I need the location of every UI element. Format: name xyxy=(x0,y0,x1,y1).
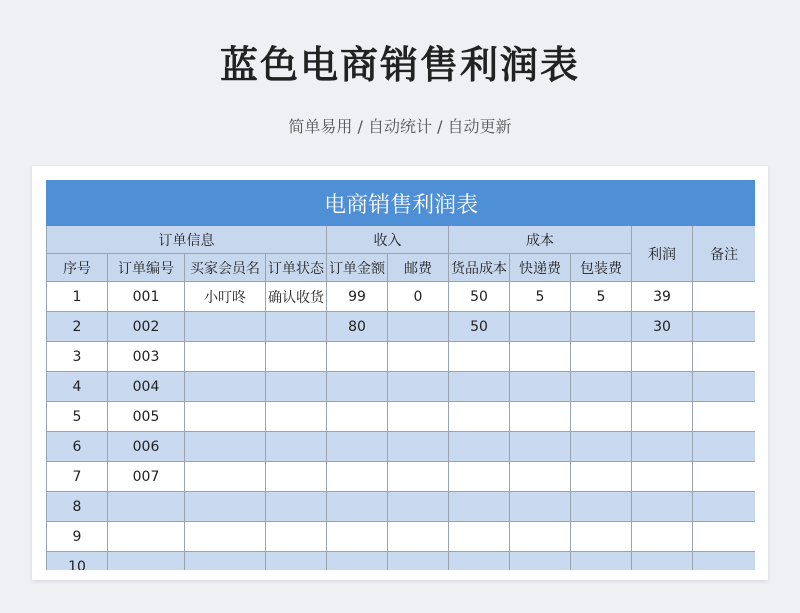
cell-profit[interactable] xyxy=(632,432,693,462)
cell-packing[interactable] xyxy=(571,402,632,432)
cell-amount[interactable] xyxy=(327,552,388,571)
column-header-express: 快递费 xyxy=(510,254,571,282)
column-header-packing: 包装费 xyxy=(571,254,632,282)
column-header-seq: 序号 xyxy=(47,254,108,282)
cell-postage[interactable] xyxy=(388,402,449,432)
cell-goods-cost[interactable] xyxy=(449,462,510,492)
cell-packing[interactable] xyxy=(571,522,632,552)
cell-packing[interactable]: 5 xyxy=(571,282,632,312)
cell-order-no[interactable]: 002 xyxy=(108,312,185,342)
table-row xyxy=(47,492,756,522)
cell-postage[interactable] xyxy=(388,552,449,571)
cell-amount[interactable] xyxy=(327,372,388,402)
table-row xyxy=(47,372,756,402)
cell-buyer[interactable] xyxy=(185,432,266,462)
cell-goods-cost[interactable] xyxy=(449,432,510,462)
column-header-profit: 利润 xyxy=(632,226,693,282)
cell-express[interactable] xyxy=(510,372,571,402)
cell-packing[interactable] xyxy=(571,372,632,402)
cell-goods-cost[interactable]: 50 xyxy=(449,282,510,312)
cell-profit[interactable] xyxy=(632,492,693,522)
cell-goods-cost[interactable] xyxy=(449,522,510,552)
cell-seq[interactable]: 1 xyxy=(47,282,108,312)
cell-note[interactable] xyxy=(693,462,756,492)
cell-status[interactable] xyxy=(266,552,327,571)
cell-postage[interactable] xyxy=(388,372,449,402)
cell-order-no[interactable] xyxy=(108,552,185,571)
cell-note[interactable] xyxy=(693,522,756,552)
cell-goods-cost[interactable] xyxy=(449,372,510,402)
cell-status[interactable] xyxy=(266,402,327,432)
cell-seq[interactable]: 6 xyxy=(47,432,108,462)
cell-status[interactable] xyxy=(266,342,327,372)
cell-express[interactable] xyxy=(510,462,571,492)
table-row xyxy=(47,522,756,552)
group-header-order-info: 订单信息 xyxy=(47,226,327,254)
group-header-cost: 成本 xyxy=(449,226,632,254)
cell-seq[interactable]: 7 xyxy=(47,462,108,492)
cell-express[interactable] xyxy=(510,432,571,462)
cell-express[interactable] xyxy=(510,312,571,342)
table-row xyxy=(47,342,756,372)
profit-table xyxy=(46,180,755,570)
cell-express[interactable] xyxy=(510,522,571,552)
cell-seq[interactable]: 8 xyxy=(47,492,108,522)
column-header-order-no: 订单编号 xyxy=(108,254,185,282)
cell-postage[interactable] xyxy=(388,312,449,342)
table-row xyxy=(47,282,756,312)
cell-seq[interactable]: 10 xyxy=(47,552,108,571)
cell-note[interactable] xyxy=(693,312,756,342)
cell-note[interactable] xyxy=(693,492,756,522)
cell-amount[interactable] xyxy=(327,462,388,492)
cell-status[interactable] xyxy=(266,312,327,342)
cell-note[interactable] xyxy=(693,342,756,372)
cell-order-no[interactable]: 005 xyxy=(108,402,185,432)
cell-amount[interactable]: 99 xyxy=(327,282,388,312)
cell-seq[interactable]: 3 xyxy=(47,342,108,372)
cell-packing[interactable] xyxy=(571,492,632,522)
cell-order-no[interactable]: 003 xyxy=(108,342,185,372)
cell-order-no[interactable]: 001 xyxy=(108,282,185,312)
cell-status[interactable] xyxy=(266,522,327,552)
cell-postage[interactable] xyxy=(388,342,449,372)
cell-express[interactable] xyxy=(510,342,571,372)
cell-packing[interactable] xyxy=(571,462,632,492)
cell-profit[interactable] xyxy=(632,402,693,432)
cell-status[interactable] xyxy=(266,492,327,522)
cell-order-no[interactable] xyxy=(108,492,185,522)
cell-profit[interactable] xyxy=(632,462,693,492)
cell-buyer[interactable] xyxy=(185,552,266,571)
cell-packing[interactable] xyxy=(571,552,632,571)
cell-seq[interactable]: 4 xyxy=(47,372,108,402)
cell-buyer[interactable]: 小叮咚 xyxy=(185,282,266,312)
cell-note[interactable] xyxy=(693,402,756,432)
cell-note[interactable] xyxy=(693,282,756,312)
cell-seq[interactable]: 9 xyxy=(47,522,108,552)
cell-profit[interactable]: 39 xyxy=(632,282,693,312)
cell-seq[interactable]: 2 xyxy=(47,312,108,342)
cell-note[interactable] xyxy=(693,372,756,402)
cell-buyer[interactable] xyxy=(185,312,266,342)
column-header-status: 订单状态 xyxy=(266,254,327,282)
table-row xyxy=(47,432,756,462)
cell-postage[interactable] xyxy=(388,492,449,522)
subtitle: 简单易用 / 自动统计 / 自动更新 xyxy=(288,117,512,136)
cell-postage[interactable] xyxy=(388,522,449,552)
cell-goods-cost[interactable] xyxy=(449,552,510,571)
table-row xyxy=(47,552,756,571)
column-header-postage: 邮费 xyxy=(388,254,449,282)
cell-profit[interactable]: 30 xyxy=(632,312,693,342)
cell-amount[interactable]: 80 xyxy=(327,312,388,342)
cell-express[interactable] xyxy=(510,402,571,432)
column-header-buyer: 买家会员名 xyxy=(185,254,266,282)
table-viewport[interactable] xyxy=(46,180,755,570)
cell-goods-cost[interactable] xyxy=(449,402,510,432)
cell-amount[interactable] xyxy=(327,522,388,552)
cell-status[interactable] xyxy=(266,432,327,462)
table-row xyxy=(47,312,756,342)
cell-express[interactable] xyxy=(510,492,571,522)
cell-goods-cost[interactable] xyxy=(449,342,510,372)
spreadsheet-card xyxy=(32,166,768,580)
cell-buyer[interactable] xyxy=(185,342,266,372)
cell-order-no[interactable]: 006 xyxy=(108,432,185,462)
cell-note[interactable] xyxy=(693,552,756,571)
cell-amount[interactable] xyxy=(327,342,388,372)
cell-goods-cost[interactable] xyxy=(449,492,510,522)
table-row xyxy=(47,402,756,432)
cell-packing[interactable] xyxy=(571,312,632,342)
cell-amount[interactable] xyxy=(327,432,388,462)
column-header-note: 备注 xyxy=(693,226,756,282)
group-header-income: 收入 xyxy=(327,226,449,254)
table-title: 电商销售利润表 xyxy=(47,181,756,226)
cell-order-no[interactable]: 007 xyxy=(108,462,185,492)
table-row xyxy=(47,462,756,492)
cell-order-no[interactable] xyxy=(108,522,185,552)
cell-profit[interactable] xyxy=(632,342,693,372)
cell-buyer[interactable] xyxy=(185,522,266,552)
cell-goods-cost[interactable]: 50 xyxy=(449,312,510,342)
cell-profit[interactable] xyxy=(632,372,693,402)
cell-profit[interactable] xyxy=(632,522,693,552)
cell-postage[interactable]: 0 xyxy=(388,282,449,312)
cell-status[interactable] xyxy=(266,462,327,492)
cell-buyer[interactable] xyxy=(185,492,266,522)
cell-express[interactable] xyxy=(510,552,571,571)
cell-order-no[interactable]: 004 xyxy=(108,372,185,402)
cell-buyer[interactable] xyxy=(185,402,266,432)
cell-amount[interactable] xyxy=(327,402,388,432)
column-header-goods-cost: 货品成本 xyxy=(449,254,510,282)
cell-express[interactable]: 5 xyxy=(510,282,571,312)
cell-profit[interactable] xyxy=(632,552,693,571)
table-body xyxy=(47,282,756,571)
column-header-amount: 订单金额 xyxy=(327,254,388,282)
cell-buyer[interactable] xyxy=(185,462,266,492)
cell-status[interactable] xyxy=(266,372,327,402)
cell-postage[interactable] xyxy=(388,462,449,492)
cell-postage[interactable] xyxy=(388,432,449,462)
cell-status[interactable]: 确认收货 xyxy=(266,282,327,312)
cell-buyer[interactable] xyxy=(185,372,266,402)
cell-packing[interactable] xyxy=(571,342,632,372)
cell-amount[interactable] xyxy=(327,492,388,522)
cell-packing[interactable] xyxy=(571,432,632,462)
cell-note[interactable] xyxy=(693,432,756,462)
page-title: 蓝色电商销售利润表 xyxy=(219,43,580,87)
cell-seq[interactable]: 5 xyxy=(47,402,108,432)
